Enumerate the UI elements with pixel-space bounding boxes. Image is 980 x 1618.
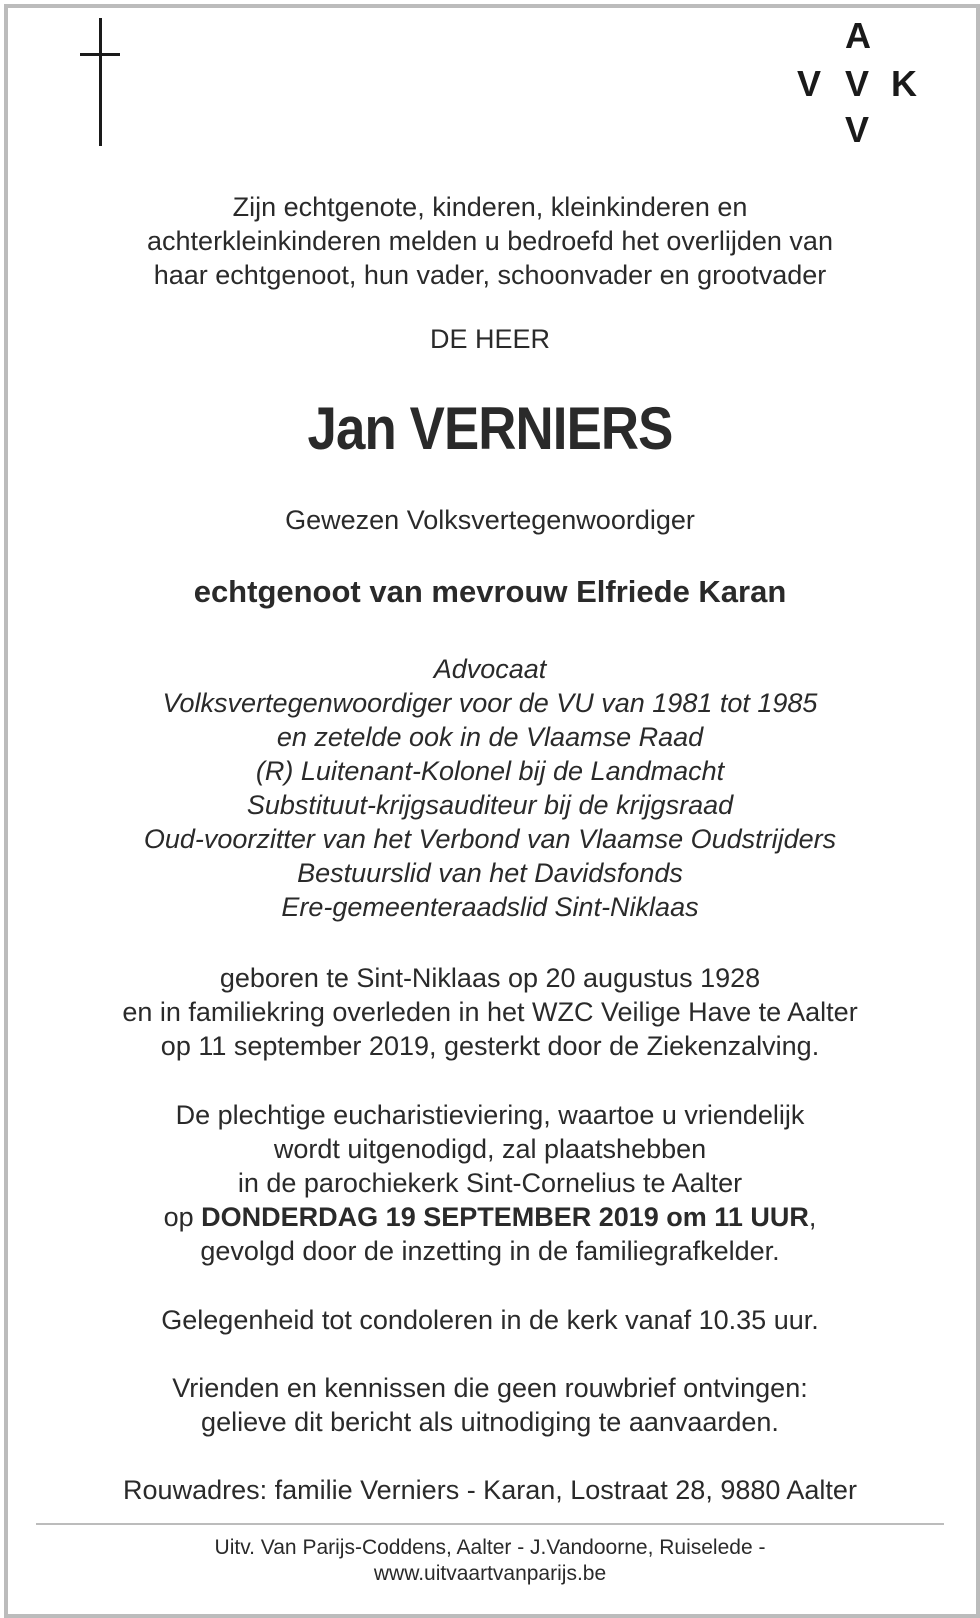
ceremony-date-line	[0, 1200, 980, 1234]
spouse-line: echtgenoot van mevrouw Elfriede Karan	[193, 574, 787, 609]
salutation: DE HEER	[429, 324, 551, 354]
deceased-name: Jan VERNIERS	[307, 395, 673, 462]
ceremony-line: De plechtige eucharistieviering, waartoe u vriendelijk	[175, 1100, 805, 1130]
logo-letter-right: K	[891, 63, 917, 104]
title-line: Bestuurslid van het Davidsfonds	[297, 858, 683, 888]
title-line: Ere-gemeenteraadslid Sint-Niklaas	[281, 892, 699, 922]
ceremony-date: DONDERDAG 19 SEPTEMBER 2019 om 11 UUR	[201, 1202, 809, 1232]
logo-letter-center: V	[845, 63, 870, 104]
birth-death-line: op 11 september 2019, gesterkt door de Ziekenzalving.	[160, 1031, 820, 1061]
intro-line: achterkleinkinderen melden u bedroefd het overlijden van	[147, 226, 833, 256]
title-line: Volksvertegenwoordiger voor de VU van 1981 tot 1985	[162, 688, 818, 718]
invitation-line: gelieve dit bericht als uitnodiging te aanvaarden.	[201, 1407, 779, 1437]
title-line: en zetelde ook in de Vlaamse Raad	[276, 722, 704, 752]
ceremony-date-suffix: ,	[808, 1202, 817, 1232]
footer-divider	[36, 1523, 944, 1525]
ceremony-line: gevolgd door de inzetting in de familiegrafkelder.	[200, 1236, 780, 1266]
invitation-line: Vrienden en kennissen die geen rouwbrief ontvingen:	[172, 1373, 808, 1403]
ceremony-date-prefix: op	[163, 1202, 202, 1232]
logo-letter-bottom: V	[845, 109, 870, 150]
funeral-director-line: Uitv. Van Parijs-Coddens, Aalter - J.Vandoorne, Ruiselede -	[214, 1536, 766, 1559]
former-title: Gewezen Volksvertegenwoordiger	[285, 505, 695, 535]
logo-letter-top: A	[845, 15, 871, 56]
cross-icon	[80, 18, 120, 146]
intro-line: Zijn echtgenote, kinderen, kleinkinderen en	[232, 192, 748, 222]
funeral-director-website: www.uitvaartvanparijs.be	[373, 1562, 607, 1585]
intro-line: haar echtgenoot, hun vader, schoonvader en grootvader	[153, 260, 827, 290]
condolence-line: Gelegenheid tot condoleren in de kerk vanaf 10.35 uur.	[161, 1305, 819, 1335]
birth-death-line: geboren te Sint-Niklaas op 20 augustus 1928	[219, 963, 761, 993]
mourning-address: Rouwadres: familie Verniers - Karan, Lostraat 28, 9880 Aalter	[123, 1475, 857, 1505]
title-line: (R) Luitenant-Kolonel bij de Landmacht	[255, 756, 725, 786]
title-line: Oud-voorzitter van het Verbond van Vlaamse Oudstrijders	[143, 824, 837, 854]
ceremony-line: in de parochiekerk Sint-Cornelius te Aalter	[237, 1168, 743, 1198]
logo-letter-left: V	[797, 63, 822, 104]
title-line: Substituut-krijgsauditeur bij de krijgsraad	[246, 790, 734, 820]
ceremony-line: wordt uitgenodigd, zal plaatshebben	[273, 1134, 707, 1164]
title-line: Advocaat	[433, 654, 547, 684]
birth-death-line: en in familiekring overleden in het WZC Veilige Have te Aalter	[122, 997, 858, 1027]
